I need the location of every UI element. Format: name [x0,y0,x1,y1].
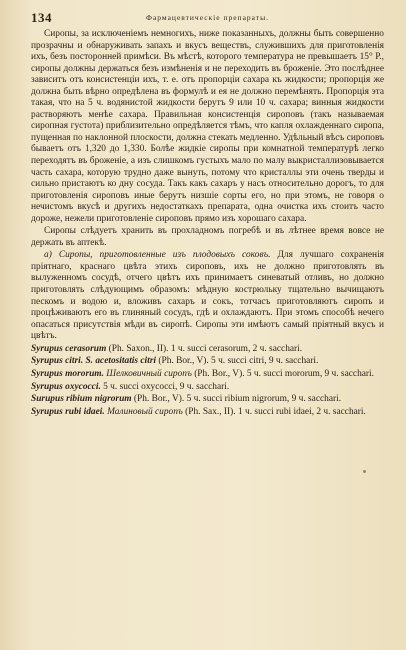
recipe-entry [31,382,384,394]
recipe-composition: (Ph. Saxon., II). 1 ч. succi cerasorum, 2 ч. sacchari. [106,343,303,354]
recipe-entry [31,369,384,381]
recipe-entry [31,394,384,406]
section-fruit-syrups-text: Для лучшаго сохраненiя прiятнаго, краснаго цвѣта этихъ сироповъ, ихъ не должно приготовлять въ вылуженномъ сосудѣ, отчего цвѣтъ ихъ принимаетъ синеватый отливъ, но должно приготовлять слѣдующимъ образомъ: мѣдную кострюльку тщательно вычищаютъ пескомъ и водою и, вложивъ сахаръ и сокъ, тотчасъ приготовляютъ сиропъ и процѣживаютъ его въ глиняный сосудъ, гдѣ и охлаждаютъ. При этомъ способѣ нечего опасаться присутствiя мѣди въ сиропѣ. Сиропы эти имѣютъ самый прiятный вкусъ и цвѣтъ. [31,250,384,342]
recipe-composition: (Ph. Bor., V). 5 ч. succi ribium nigrorum, 9 ч. sacchari. [131,394,342,405]
section-fruit-syrups [31,250,384,342]
recipe-entry [31,356,384,368]
recipe-entry [31,407,384,419]
recipe-composition: 5 ч. succi oxycocci, 9 ч. sacchari. [100,381,230,392]
ink-spot [363,470,366,473]
recipe-latin-name: Syrupus rubi idaei. [31,406,105,417]
recipe-russian-name: Шелковичный сиропъ [103,368,192,379]
recipe-composition: (Ph. Bor., V). 5 ч. succi citri, 9 ч. sacchari. [156,356,319,367]
section-fruit-syrups-heading: a) Сиропы, приготовленные изъ плодовыхъ соковъ. [44,250,271,261]
recipe-composition: (Ph. Bor., V). 5 ч. succi mororum, 9 ч. sacchari. [191,368,374,379]
recipe-latin-name: Syrupus oxycocci. [31,381,101,392]
running-head: Фармацевтическiе препараты. [146,13,269,22]
recipe-latin-name: Syrupus citri. S. acetositatis citri [31,356,157,367]
recipe-latin-name: Syrupus cerasorum [31,343,107,354]
recipe-russian-name: Малиновый сиропъ [104,406,183,417]
recipe-list [31,344,384,419]
paragraph-syrup-properties: Сиропы, за исключенiемъ немногихъ, ниже показанныхъ, должны быть совершенно прозрачны и обнаруживать запахъ и вкусъ веществъ, служившихъ для приготовленiя ихъ, безъ посторонней примѣси. Въ мѣстѣ, которого температура не превышаетъ 15° Р., сиропы должны держаться безъ измѣненiя и не переходить въ броженiе. Это послѣднее зависитъ отъ консистенцiи ихъ, т. е. отъ пропорцiи сахара къ жидкости; пропорцiя же должна быть вѣрно опредѣлена въ формулѣ и ея не должно перемѣнять. Пропорцiя эта такая, что на 5 ч. водянистой жидкости берутъ 9 или 10 ч. сахара; винныя жидкости растворяютъ менѣе сахара. Правильная консистенцiя сироповъ (такъ называемая сиропная густота) приблизительно опредѣляется тѣмъ, что капля охлажденнаго сиропа, пущенная по наклонной плоскости, должна стекать медленно. Удѣльный вѣсъ сироповъ бываетъ отъ 1,320 до 1,330. Болѣе жидкiе сиропы при комнатной температурѣ легко переходятъ въ броженiе, а изъ слишкомъ густыхъ мало по малу выкристаллизовывается часть сахара, которую трудно даже вынуть, потому что кристаллы эти очень тверды и сильно пристаютъ ко дну сосуда. Такъ какъ сахаръ у насъ относительно дорогъ, то для приготовленiя сироповъ иные берутъ низшiе сорты его, но при этомъ, не говоря о нечистомъ вкусѣ и другихъ недостаткахъ препарата, одна очистка ихъ стоитъ часто дороже, нежели приготовленiе сироповъ прямо изъ хорошаго сахара. [31,29,384,224]
page-number: 134 [31,10,52,25]
recipe-latin-name: Syrupus mororum. [31,368,104,379]
recipe-composition: (Ph. Sax., II). 1 ч. succi rubi idaei, 2 ч. sacchari. [182,406,366,417]
recipe-latin-name: Surupus ribium nigrorum [31,394,132,405]
body-text [31,29,384,343]
recipe-entry [31,344,384,356]
page-header [31,10,384,26]
paragraph-syrup-storage: Сиропы слѣдуетъ хранить въ прохладномъ погребѣ и въ лѣтнее время вовсе не держать въ аптекѣ. [31,226,384,248]
